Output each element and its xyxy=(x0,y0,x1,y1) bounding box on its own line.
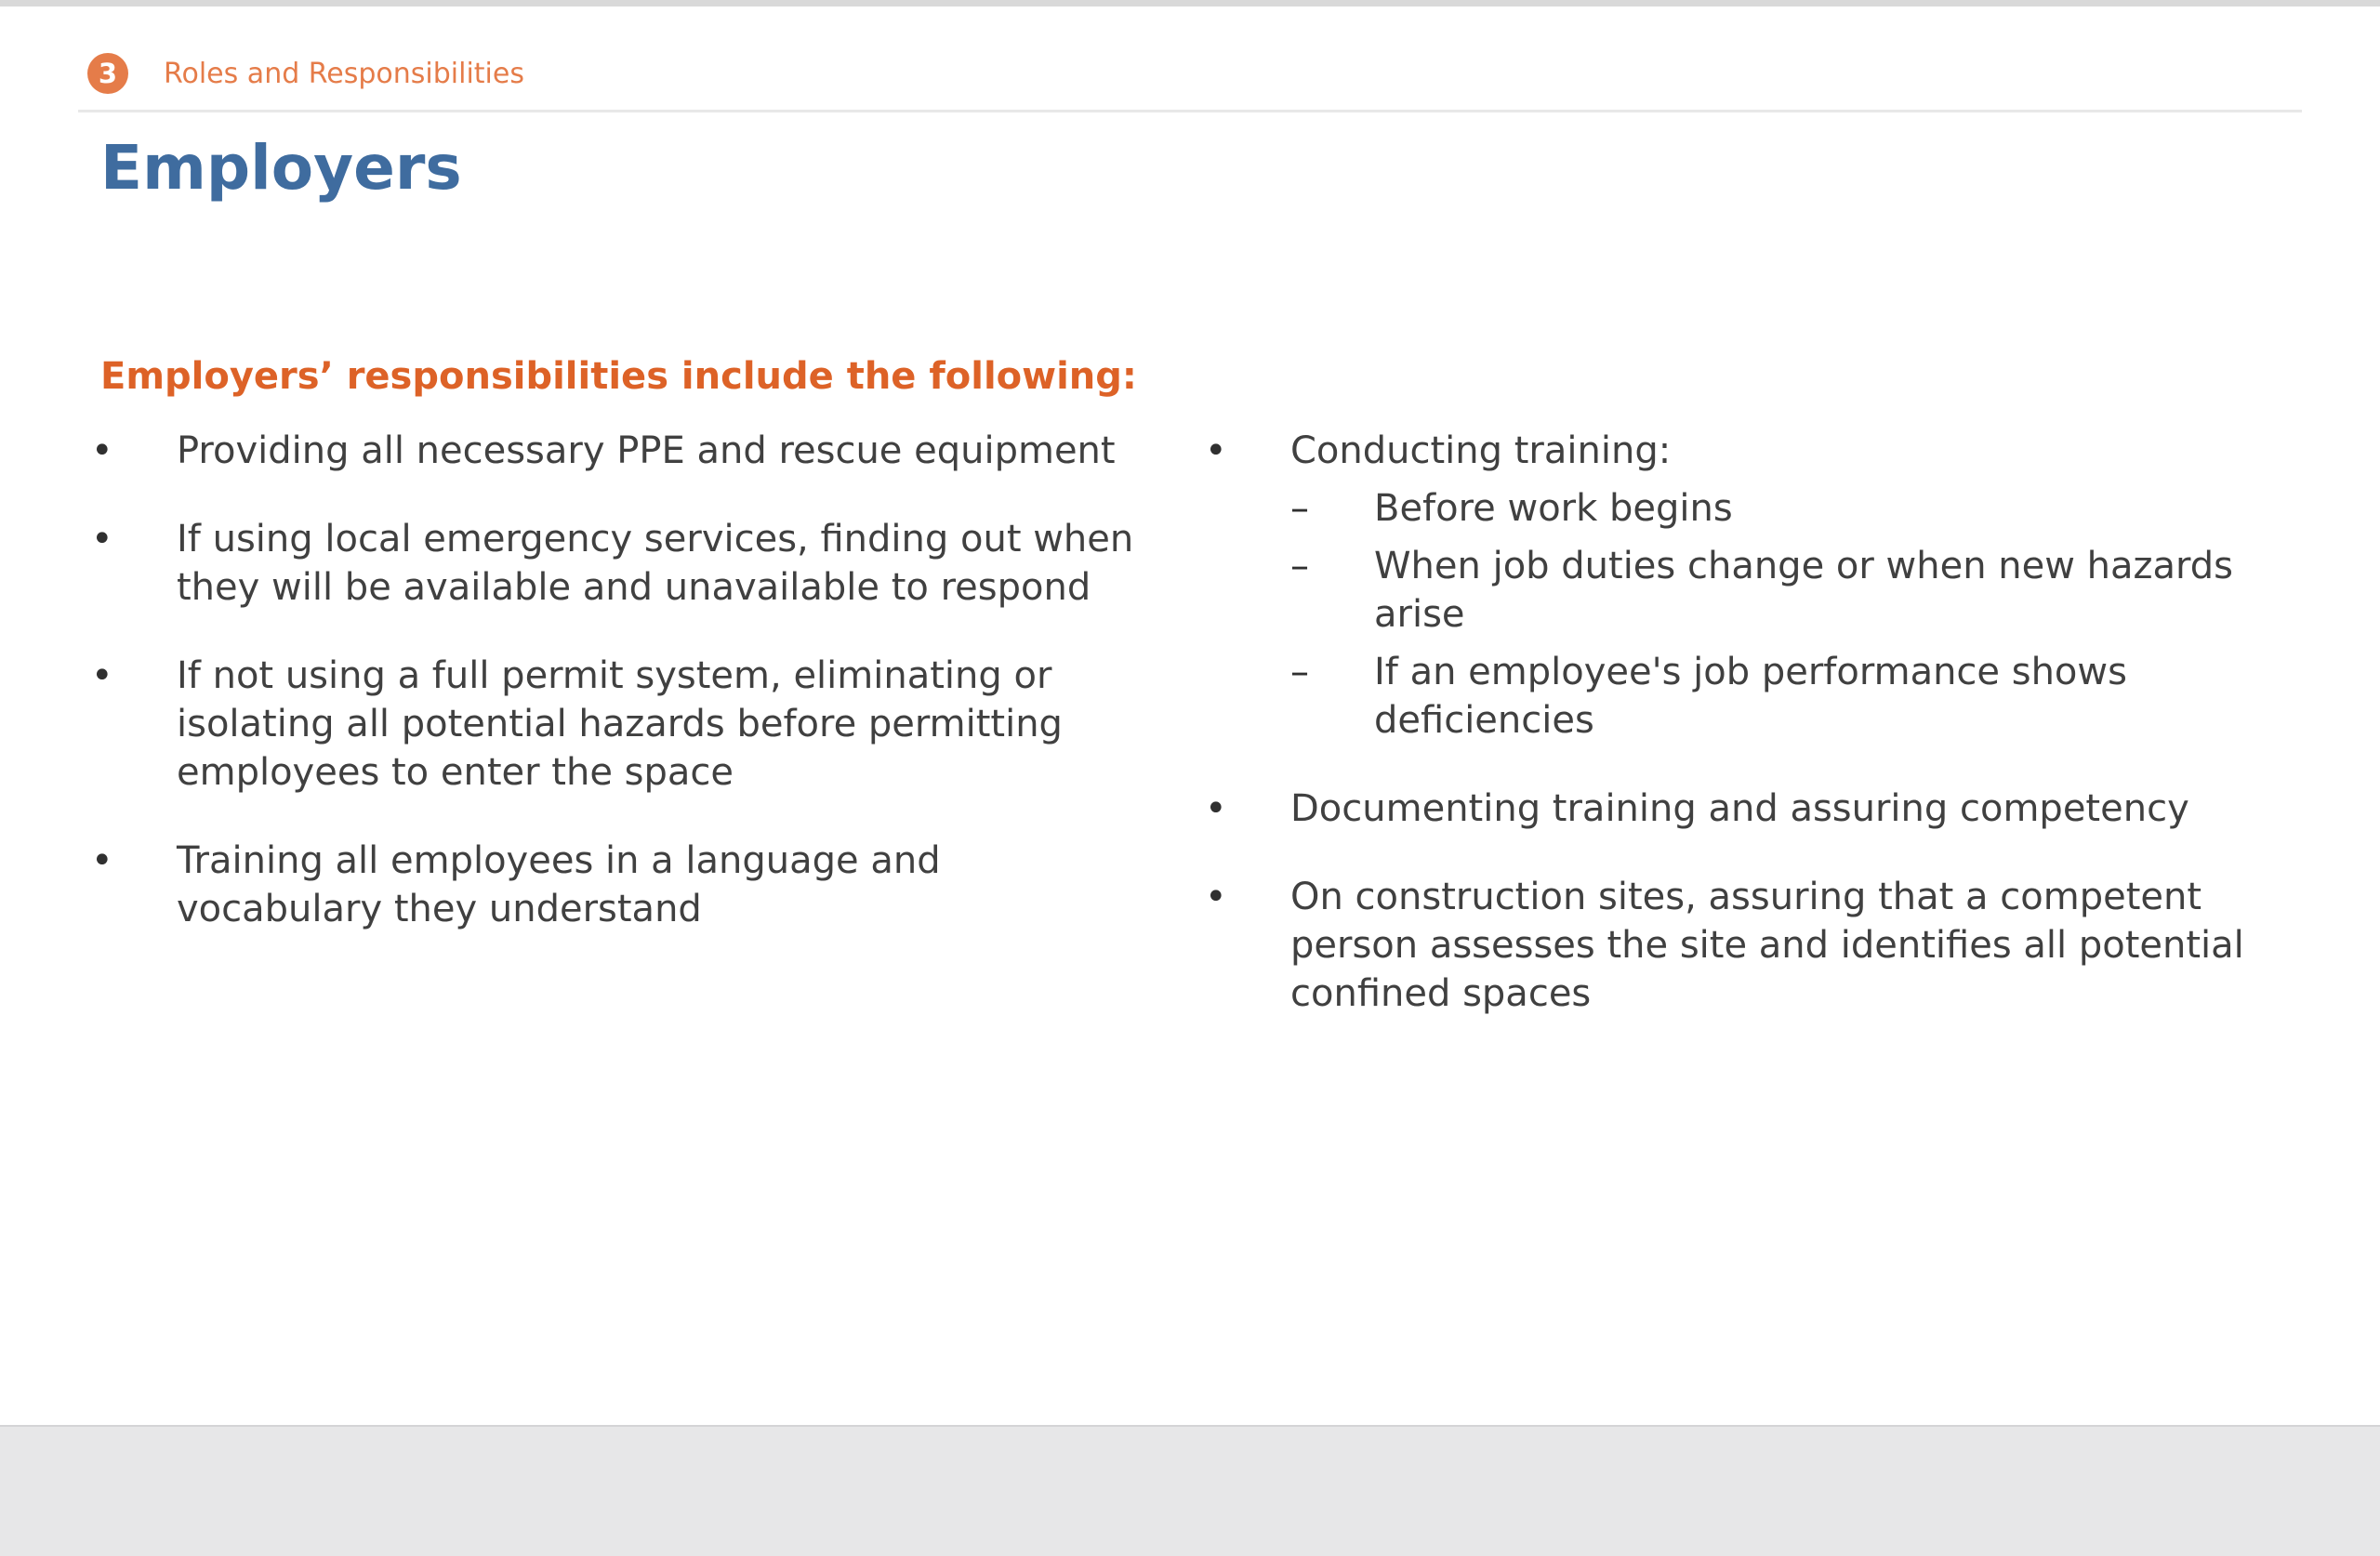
list-item-text: Providing all necessary PPE and rescue equipment xyxy=(177,429,1116,472)
sub-list-item-text: Before work begins xyxy=(1374,487,1733,530)
responsibilities-heading: Employers’ responsibilities include the following: xyxy=(100,355,1137,398)
bullet-icon: • xyxy=(91,518,113,560)
list-item xyxy=(91,837,1151,933)
page-title: Employers xyxy=(100,132,462,204)
list-item-text: If not using a full permit system, eliminating or isolating all potential hazards before permitting employees to enter the space xyxy=(177,654,1063,794)
sub-list-item xyxy=(1290,648,2255,745)
viewer-bottom-area xyxy=(0,1425,2380,1556)
bullet-icon: • xyxy=(1205,429,1227,472)
bullet-icon: • xyxy=(1205,876,1227,918)
list-item xyxy=(1205,873,2255,1018)
top-strip xyxy=(0,0,2380,7)
list-item-text: Training all employees in a language and vocabulary they understand xyxy=(177,839,941,930)
bullet-icon: • xyxy=(91,839,113,882)
bullet-icon: • xyxy=(1205,787,1227,830)
dash-icon: – xyxy=(1290,545,1309,587)
sub-list-item xyxy=(1290,542,2255,639)
left-bullet-list xyxy=(91,427,1151,973)
list-item-text: If using local emergency services, finding out when they will be available and unavailable to respond xyxy=(177,518,1134,609)
list-item xyxy=(1205,427,2255,745)
list-item xyxy=(91,427,1151,475)
list-item xyxy=(91,515,1151,612)
list-item xyxy=(91,652,1151,797)
section-number-badge: 3 xyxy=(87,53,128,94)
right-bullet-list xyxy=(1205,427,2255,1058)
bullet-icon: • xyxy=(91,654,113,697)
slide xyxy=(0,7,2380,1425)
bullet-icon: • xyxy=(91,429,113,472)
section-label: Roles and Responsibilities xyxy=(164,57,524,90)
training-sub-list xyxy=(1290,484,2255,745)
section-header xyxy=(87,51,524,96)
sub-list-item xyxy=(1290,484,2255,533)
list-item xyxy=(1205,785,2255,833)
list-item-text: Documenting training and assuring competency xyxy=(1290,787,2189,830)
list-item-text: Conducting training: xyxy=(1290,429,1672,472)
list-item-text: On construction sites, assuring that a competent person assesses the site and identifies all potential confined spaces xyxy=(1290,876,2244,1015)
header-divider xyxy=(78,110,2302,112)
dash-icon: – xyxy=(1290,487,1309,530)
sub-list-item-text: When job duties change or when new hazards arise xyxy=(1374,545,2234,636)
sub-list-item-text: If an employee's job performance shows deficiencies xyxy=(1374,651,2127,742)
dash-icon: – xyxy=(1290,651,1309,693)
